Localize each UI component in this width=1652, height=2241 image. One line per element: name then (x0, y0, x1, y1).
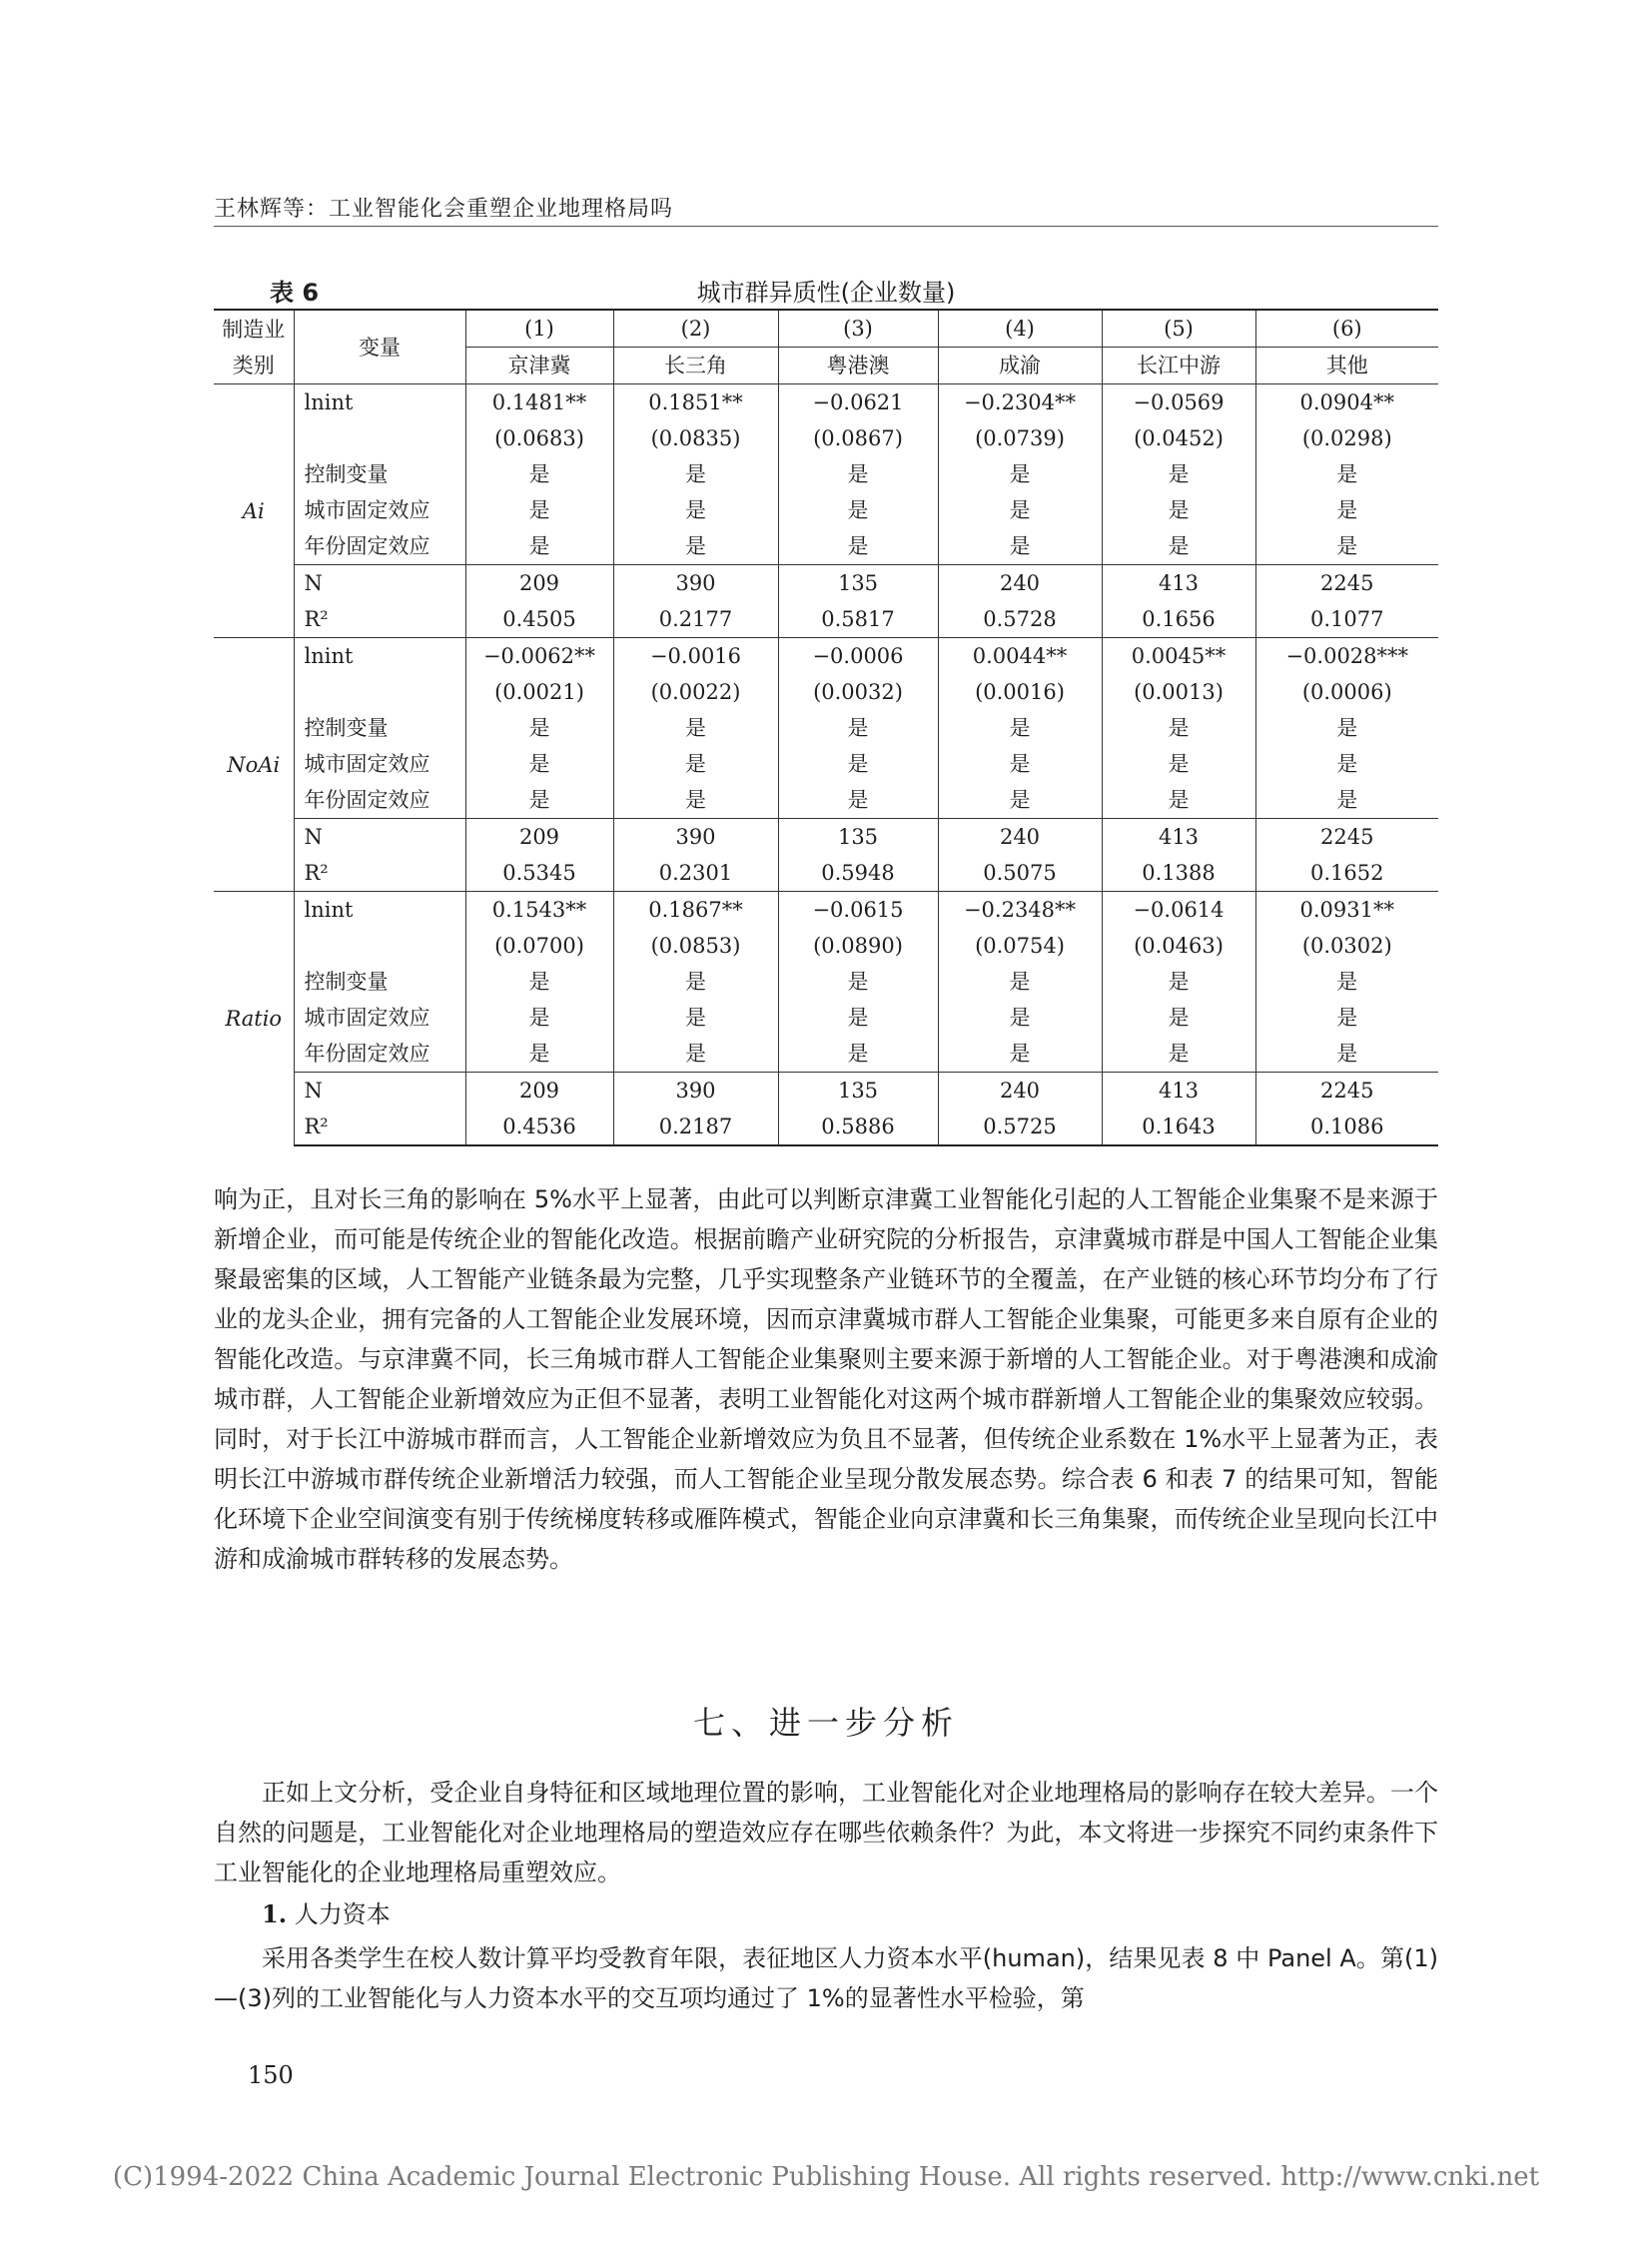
table-cell: 是 (1102, 746, 1255, 782)
table-cell: 是 (1255, 746, 1438, 782)
table-cell: 135 (778, 565, 938, 602)
table-cell: −0.2304** (938, 384, 1102, 421)
table-cell: 是 (938, 492, 1102, 528)
table-cell: 0.5728 (938, 601, 1102, 638)
table-cell: 0.2301 (613, 855, 778, 892)
region-header: 长江中游 (1102, 348, 1255, 384)
table-cell: 0.0931** (1255, 892, 1438, 929)
table-cell: 0.5075 (938, 855, 1102, 892)
table-cell: −0.2348** (938, 892, 1102, 929)
variable-label: R² (294, 1109, 465, 1145)
table-row (214, 964, 1438, 1000)
subsection-title: 人力资本 (294, 1900, 391, 1928)
table-cell: 0.1481** (465, 384, 613, 421)
table-row (214, 892, 1438, 929)
variable-label: 城市固定效应 (294, 492, 465, 528)
table-cell: 0.1851** (613, 384, 778, 421)
table-cell: 是 (1102, 492, 1255, 528)
variable-label: 年份固定效应 (294, 782, 465, 819)
table-cell: 是 (613, 528, 778, 565)
table-cell: 0.0904** (1255, 384, 1438, 421)
variable-label: 城市固定效应 (294, 1000, 465, 1036)
table-cell: −0.0006 (778, 638, 938, 675)
body-paragraph-1: 响为正，且对长三角的影响在 5%水平上显著，由此可以判断京津冀工业智能化引起的人工智能企业集聚不是来源于新增企业，而可能是传统企业的智能化改造。根据前瞻产业研究院的分析报告，京津冀城市群是中国人工智能企业集聚最密集的区域，人工智能产业链条最为完整，几乎实现整条产业链环节的全覆盖，在产业链的核心环节均分布了行业的龙头企业，拥有完备的人工智能企业发展环境，因而京津冀城市群人工智能企业集聚，可能更多来自原有企业的智能化改造。与京津冀不同，长三角城市群人工智能企业集聚则主要来源于新增的人工智能企业。对于粤港澳和成渝城市群，人工智能企业新增效应为正但不显著，表明工业智能化对这两个城市群新增人工智能企业的集聚效应较弱。同时，对于长江中游城市群而言，人工智能企业新增效应为负且不显著，但传统企业系数在 1%水平上显著为正，表明长江中游城市群传统企业新增活力较强，而人工智能企业呈现分散发展态势。综合表 6 和表 7 的结果可知，智能化环境下企业空间演变有别于传统梯度转移或雁阵模式，智能企业向京津冀和长三角集聚，而传统企业呈现向长江中游和成渝城市群转移的发展态势。 (214, 1185, 1438, 1573)
group-label: Ai (214, 384, 294, 638)
table-cell: 是 (465, 528, 613, 565)
table-row (214, 528, 1438, 565)
table-row (214, 1036, 1438, 1073)
table-cell: 是 (938, 746, 1102, 782)
table-cell: 2245 (1255, 565, 1438, 602)
table-cell: (0.0022) (613, 674, 778, 710)
column-number: (1) (465, 310, 613, 348)
table-row (214, 746, 1438, 782)
table-row (214, 384, 1438, 421)
table-cell: 0.5817 (778, 601, 938, 638)
variable-label: lnint (294, 892, 465, 929)
table-cell: 2245 (1255, 819, 1438, 856)
table-cell: 是 (465, 1036, 613, 1073)
table-cell: 240 (938, 565, 1102, 602)
table-cell: 是 (465, 782, 613, 819)
table-cell: 是 (465, 746, 613, 782)
table-cell: 0.1652 (1255, 855, 1438, 892)
table-cell: 是 (938, 710, 1102, 746)
table-cell: 0.1077 (1255, 601, 1438, 638)
table-cell: 是 (938, 964, 1102, 1000)
table-header-row (214, 310, 1438, 348)
table-cell: 是 (613, 492, 778, 528)
table-cell: 209 (465, 1073, 613, 1110)
table-title: 城市群异质性(企业数量) (696, 279, 956, 307)
table-cell: 是 (1102, 964, 1255, 1000)
table-cell: 0.5345 (465, 855, 613, 892)
column-number: (6) (1255, 310, 1438, 348)
column-number: (3) (778, 310, 938, 348)
section-title: 七、进一步分析 (692, 1704, 959, 1742)
table-row (214, 456, 1438, 492)
table-cell: (0.0835) (613, 420, 778, 456)
table-cell: 是 (613, 964, 778, 1000)
table-cell: 135 (778, 1073, 938, 1110)
table-cell: (0.0890) (778, 928, 938, 964)
table-row (214, 928, 1438, 964)
table-cell: −0.0569 (1102, 384, 1255, 421)
subsection-heading (262, 1894, 391, 1929)
table-cell: 390 (613, 1073, 778, 1110)
body-paragraph-3: 采用各类学生在校人数计算平均受教育年限，表征地区人力资本水平(human)，结果见表 8 中 Panel A。第(1)—(3)列的工业智能化与人力资本水平的交互项均通过了 1%的显著性水平检验，第 (214, 1944, 1438, 2012)
variable-label: R² (294, 601, 465, 638)
header-rule (214, 226, 1438, 227)
table-cell: 413 (1102, 1073, 1255, 1110)
table-cell: (0.0302) (1255, 928, 1438, 964)
table-cell: 是 (1255, 782, 1438, 819)
group-label: Ratio (214, 892, 294, 1146)
table-cell: 是 (465, 1000, 613, 1036)
variable-label: N (294, 565, 465, 602)
region-header: 其他 (1255, 348, 1438, 384)
running-header: 王林辉等：工业智能化会重塑企业地理格局吗 (214, 197, 674, 222)
table-cell: 是 (613, 782, 778, 819)
table-cell: 是 (938, 1036, 1102, 1073)
table-cell: 0.1543** (465, 892, 613, 929)
table-cell: 是 (1102, 782, 1255, 819)
variable-label: 控制变量 (294, 456, 465, 492)
category-header-line2: 类别 (232, 353, 275, 377)
table-row (214, 782, 1438, 819)
variable-label (294, 928, 465, 964)
table-row (214, 1109, 1438, 1145)
table-cell: −0.0062** (465, 638, 613, 675)
region-header: 成渝 (938, 348, 1102, 384)
table-cell: 0.0045** (1102, 638, 1255, 675)
variable-header: 变量 (294, 310, 465, 384)
table-row (214, 855, 1438, 892)
table-cell: (0.0013) (1102, 674, 1255, 710)
table-cell: 是 (613, 1000, 778, 1036)
table-cell: 是 (1102, 710, 1255, 746)
copyright-footer: (C)1994-2022 China Academic Journal Electronic Publishing House. All rights reserved. http://www.cnki.net (112, 2162, 1540, 2192)
table-cell: 0.1388 (1102, 855, 1255, 892)
table-cell: −0.0016 (613, 638, 778, 675)
column-number: (4) (938, 310, 1102, 348)
table-cell: (0.0016) (938, 674, 1102, 710)
table-cell: 209 (465, 819, 613, 856)
table-cell: 是 (613, 456, 778, 492)
table-row (214, 492, 1438, 528)
variable-label (294, 420, 465, 456)
table-cell: 0.1643 (1102, 1109, 1255, 1145)
table-cell: 是 (1255, 964, 1438, 1000)
table-cell: 2245 (1255, 1073, 1438, 1110)
table-cell: −0.0028*** (1255, 638, 1438, 675)
table-row (214, 565, 1438, 602)
subsection-number: 1. (262, 1899, 288, 1928)
column-number: (5) (1102, 310, 1255, 348)
table-row (214, 420, 1438, 456)
table-number: 表 6 (270, 279, 320, 307)
table-cell: 是 (938, 456, 1102, 492)
table-cell: 是 (465, 710, 613, 746)
variable-label: lnint (294, 638, 465, 675)
table-cell: 是 (1102, 1000, 1255, 1036)
group-label: NoAi (214, 638, 294, 892)
table-cell: 240 (938, 819, 1102, 856)
variable-label: 城市固定效应 (294, 746, 465, 782)
table-cell: 0.2177 (613, 601, 778, 638)
table-cell: 0.1086 (1255, 1109, 1438, 1145)
table-cell: (0.0021) (465, 674, 613, 710)
table-cell: 是 (465, 492, 613, 528)
category-header-line1: 制造业 (222, 317, 286, 342)
table-cell: (0.0700) (465, 928, 613, 964)
table-cell: 是 (465, 964, 613, 1000)
table-cell: 是 (938, 1000, 1102, 1036)
table-cell: 413 (1102, 819, 1255, 856)
table-cell: 是 (938, 782, 1102, 819)
table-cell: 是 (778, 782, 938, 819)
table-cell: 240 (938, 1073, 1102, 1110)
table-cell: 是 (938, 528, 1102, 565)
variable-label: R² (294, 855, 465, 892)
table-cell: 是 (1255, 528, 1438, 565)
region-header: 京津冀 (465, 348, 613, 384)
table-cell: 0.5948 (778, 855, 938, 892)
table-cell: 是 (613, 746, 778, 782)
table-cell: 是 (778, 456, 938, 492)
table-cell: 是 (778, 1000, 938, 1036)
table-cell: 0.1867** (613, 892, 778, 929)
variable-label: N (294, 1073, 465, 1110)
table-cell: 0.0044** (938, 638, 1102, 675)
table-cell: 是 (778, 528, 938, 565)
table-cell: 是 (1255, 492, 1438, 528)
category-header (214, 310, 294, 384)
body-paragraph-2: 正如上文分析，受企业自身特征和区域地理位置的影响，工业智能化对企业地理格局的影响存在较大差异。一个自然的问题是，工业智能化对企业地理格局的塑造效应存在哪些依赖条件？为此，本文将进一步探究不同约束条件下工业智能化的企业地理格局重塑效应。 (214, 1779, 1438, 1886)
table-cell: −0.0614 (1102, 892, 1255, 929)
table-cell: 390 (613, 819, 778, 856)
table-cell: 是 (1255, 1000, 1438, 1036)
table-cell: 是 (1102, 456, 1255, 492)
variable-label (294, 674, 465, 710)
table-cell: 是 (778, 710, 938, 746)
table-cell: 是 (1255, 1036, 1438, 1073)
table-cell: (0.0006) (1255, 674, 1438, 710)
table-cell: 0.4505 (465, 601, 613, 638)
table-cell: (0.0853) (613, 928, 778, 964)
variable-label: 控制变量 (294, 710, 465, 746)
table-cell: 是 (1102, 1036, 1255, 1073)
table-cell: 是 (778, 1036, 938, 1073)
table-cell: (0.0452) (1102, 420, 1255, 456)
table-cell: (0.0754) (938, 928, 1102, 964)
table-cell: 209 (465, 565, 613, 602)
table-cell: 是 (778, 964, 938, 1000)
region-header: 粤港澳 (778, 348, 938, 384)
table-cell: 0.1656 (1102, 601, 1255, 638)
page-number: 150 (248, 2061, 294, 2089)
regression-table (214, 309, 1438, 1146)
table-cell: 是 (1255, 710, 1438, 746)
table-cell: −0.0621 (778, 384, 938, 421)
table-row (214, 710, 1438, 746)
table-row (214, 1000, 1438, 1036)
table-cell: (0.0463) (1102, 928, 1255, 964)
table-cell: 135 (778, 819, 938, 856)
table-cell: 是 (465, 456, 613, 492)
column-number: (2) (613, 310, 778, 348)
table-row (214, 1073, 1438, 1110)
table-cell: 是 (613, 710, 778, 746)
table-cell: 是 (1255, 456, 1438, 492)
table-cell: −0.0615 (778, 892, 938, 929)
table-cell: 0.2187 (613, 1109, 778, 1145)
table-cell: (0.0298) (1255, 420, 1438, 456)
table-cell: (0.0683) (465, 420, 613, 456)
table-cell: 是 (778, 492, 938, 528)
region-header: 长三角 (613, 348, 778, 384)
table-cell: (0.0867) (778, 420, 938, 456)
variable-label: N (294, 819, 465, 856)
table-cell: 0.5886 (778, 1109, 938, 1145)
table-cell: 是 (778, 746, 938, 782)
table-cell: 0.5725 (938, 1109, 1102, 1145)
variable-label: lnint (294, 384, 465, 421)
table-cell: 0.4536 (465, 1109, 613, 1145)
table-row (214, 601, 1438, 638)
table-row (214, 674, 1438, 710)
table-cell: (0.0032) (778, 674, 938, 710)
table-cell: (0.0739) (938, 420, 1102, 456)
table-cell: 是 (1102, 528, 1255, 565)
variable-label: 控制变量 (294, 964, 465, 1000)
table-cell: 是 (613, 1036, 778, 1073)
table-row (214, 638, 1438, 675)
table-cell: 390 (613, 565, 778, 602)
variable-label: 年份固定效应 (294, 528, 465, 565)
table-row (214, 819, 1438, 856)
variable-label: 年份固定效应 (294, 1036, 465, 1073)
table-cell: 413 (1102, 565, 1255, 602)
